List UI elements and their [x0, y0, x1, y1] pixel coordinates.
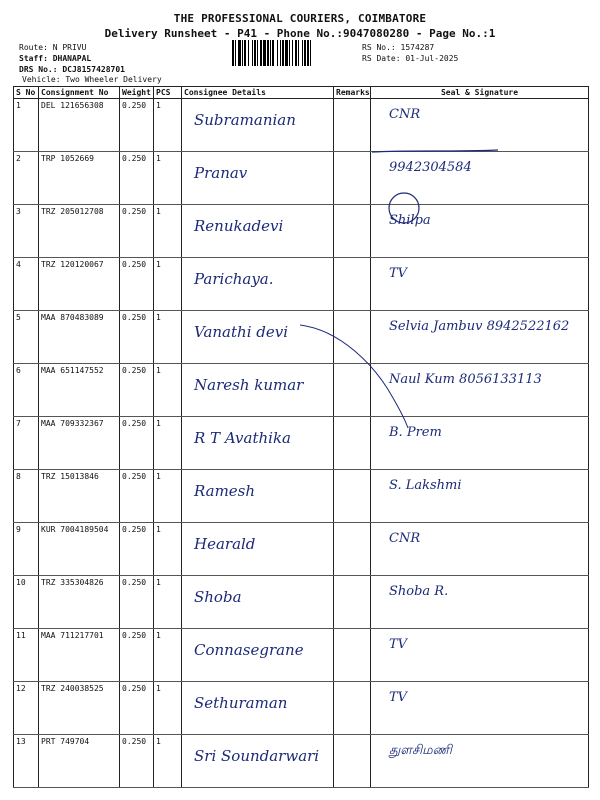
cell-pcs: 1: [154, 311, 182, 364]
table-row: [14, 523, 589, 576]
document-subtitle: Delivery Runsheet - P41 - Phone No.:9047080280 - Page No.:1: [104, 27, 496, 40]
cell-consignment: TRZ 205012708: [39, 205, 120, 258]
barcode-bar: [302, 40, 303, 66]
col-consignee: Consignee Details: [182, 87, 334, 99]
staff-label: Staff: DHANAPAL: [19, 54, 92, 63]
cell-consignee: Hearald: [182, 523, 334, 576]
vehicle-label: Vehicle: Two Wheeler Delivery: [22, 75, 162, 84]
cell-consignee: Ramesh: [182, 470, 334, 523]
barcode-bar: [244, 40, 246, 66]
barcode-bar: [280, 40, 281, 66]
cell-consignment: MAA 870483089: [39, 311, 120, 364]
cell-consignment: DEL 121656308: [39, 99, 120, 152]
cell-pcs: 1: [154, 258, 182, 311]
cell-signature: S. Lakshmi: [371, 470, 589, 523]
cell-pcs: 1: [154, 576, 182, 629]
cell-pcs: 1: [154, 152, 182, 205]
barcode-bar: [260, 40, 262, 66]
cell-signature: B. Prem: [371, 417, 589, 470]
table-row: [14, 99, 589, 152]
cell-weight: 0.250: [120, 205, 154, 258]
barcode-bar: [235, 40, 236, 66]
document-title: THE PROFESSIONAL COURIERS, COIMBATORE: [173, 12, 427, 25]
col-weight: Weight: [120, 87, 154, 99]
cell-sno: 4: [14, 258, 39, 311]
rs-date: RS Date: 01-Jul-2025: [362, 54, 459, 63]
cell-consignee: Connasegrane: [182, 629, 334, 682]
cell-remarks: [334, 152, 371, 205]
barcode-bar: [282, 40, 284, 66]
drs-number: DRS No.: DCJ8157428701: [19, 65, 125, 74]
cell-pcs: 1: [154, 205, 182, 258]
cell-pcs: 1: [154, 417, 182, 470]
cell-sno: 9: [14, 523, 39, 576]
cell-signature: CNR: [371, 523, 589, 576]
cell-remarks: [334, 205, 371, 258]
cell-weight: 0.250: [120, 470, 154, 523]
barcode-bar: [292, 40, 293, 66]
barcode-bar: [242, 40, 243, 66]
cell-signature: Selvia Jambuv 8942522162: [371, 311, 589, 364]
table-row: [14, 364, 589, 417]
cell-signature: TV: [371, 682, 589, 735]
cell-weight: 0.250: [120, 629, 154, 682]
cell-weight: 0.250: [120, 417, 154, 470]
barcode-bar: [254, 40, 256, 66]
cell-sno: 10: [14, 576, 39, 629]
barcode-bar: [248, 40, 249, 66]
cell-sno: 8: [14, 470, 39, 523]
barcode-bar: [310, 40, 311, 66]
cell-signature: TV: [371, 258, 589, 311]
cell-consignee: Subramanian: [182, 99, 334, 152]
table-row: [14, 735, 589, 788]
cell-consignee: Naresh kumar: [182, 364, 334, 417]
cell-pcs: 1: [154, 629, 182, 682]
route-label: Route: N PRIVU: [19, 43, 87, 52]
cell-signature: Shilpa: [371, 205, 589, 258]
cell-pcs: 1: [154, 523, 182, 576]
rs-number: RS No.: 1574287: [362, 43, 435, 52]
cell-remarks: [334, 364, 371, 417]
cell-pcs: 1: [154, 99, 182, 152]
cell-consignment: MAA 711217701: [39, 629, 120, 682]
barcode-bar: [270, 40, 271, 66]
table-row: [14, 629, 589, 682]
cell-remarks: [334, 470, 371, 523]
runsheet-table: [13, 86, 589, 788]
cell-pcs: 1: [154, 735, 182, 788]
barcode-bar: [238, 40, 241, 66]
cell-remarks: [334, 576, 371, 629]
cell-sno: 11: [14, 629, 39, 682]
cell-signature: Naul Kum 8056133113: [371, 364, 589, 417]
col-remarks: Remarks: [334, 87, 371, 99]
cell-sno: 6: [14, 364, 39, 417]
barcode-image: [232, 40, 356, 66]
barcode-bar: [295, 40, 297, 66]
col-consignment: Consignment No: [39, 87, 120, 99]
barcode-bar: [232, 40, 234, 66]
cell-remarks: [334, 417, 371, 470]
cell-weight: 0.250: [120, 311, 154, 364]
cell-sno: 5: [14, 311, 39, 364]
cell-consignment: KUR 7004189504: [39, 523, 120, 576]
cell-weight: 0.250: [120, 735, 154, 788]
table-row: [14, 682, 589, 735]
barcode-bar: [285, 40, 288, 66]
table-row: [14, 417, 589, 470]
table-row: [14, 152, 589, 205]
cell-consignee: Shoba: [182, 576, 334, 629]
cell-consignment: TRZ 240038525: [39, 682, 120, 735]
cell-consignee: Parichaya.: [182, 258, 334, 311]
cell-consignment: MAA 709332367: [39, 417, 120, 470]
cell-weight: 0.250: [120, 576, 154, 629]
cell-remarks: [334, 311, 371, 364]
cell-remarks: [334, 682, 371, 735]
cell-consignee: R T Avathika: [182, 417, 334, 470]
cell-consignee: Renukadevi: [182, 205, 334, 258]
cell-signature: 9942304584: [371, 152, 589, 205]
cell-signature: CNR: [371, 99, 589, 152]
cell-remarks: [334, 99, 371, 152]
table-row: [14, 258, 589, 311]
table-header-row: [14, 87, 589, 99]
barcode-bar: [272, 40, 274, 66]
cell-consignee: Pranav: [182, 152, 334, 205]
cell-pcs: 1: [154, 470, 182, 523]
cell-consignee: Sethuraman: [182, 682, 334, 735]
barcode-bar: [298, 40, 299, 66]
table-row: [14, 205, 589, 258]
barcode-bar: [257, 40, 258, 66]
cell-weight: 0.250: [120, 152, 154, 205]
cell-signature: துளசிமணி: [371, 735, 589, 788]
cell-weight: 0.250: [120, 364, 154, 417]
cell-consignment: TRZ 120120067: [39, 258, 120, 311]
barcode-bar: [267, 40, 269, 66]
cell-consignment: MAA 651147552: [39, 364, 120, 417]
barcode-bar: [289, 40, 290, 66]
cell-consignee: Vanathi devi: [182, 311, 334, 364]
cell-consignment: PRT 749704: [39, 735, 120, 788]
cell-pcs: 1: [154, 364, 182, 417]
cell-remarks: [334, 629, 371, 682]
cell-remarks: [334, 735, 371, 788]
cell-sno: 12: [14, 682, 39, 735]
cell-consignment: TRP 1052669: [39, 152, 120, 205]
cell-signature: Shoba R.: [371, 576, 589, 629]
table-row: [14, 576, 589, 629]
barcode-bar: [252, 40, 253, 66]
cell-remarks: [334, 523, 371, 576]
cell-sno: 13: [14, 735, 39, 788]
cell-pcs: 1: [154, 682, 182, 735]
cell-weight: 0.250: [120, 682, 154, 735]
cell-consignment: TRZ 15013846: [39, 470, 120, 523]
cell-weight: 0.250: [120, 523, 154, 576]
barcode-bar: [307, 40, 309, 66]
col-pcs: PCS: [154, 87, 182, 99]
cell-weight: 0.250: [120, 258, 154, 311]
cell-consignee: Sri Soundarwari: [182, 735, 334, 788]
cell-sno: 3: [14, 205, 39, 258]
cell-sno: 2: [14, 152, 39, 205]
barcode-bar: [263, 40, 266, 66]
cell-signature: TV: [371, 629, 589, 682]
cell-weight: 0.250: [120, 99, 154, 152]
col-seal: Seal & Signature: [371, 87, 589, 99]
table-row: [14, 470, 589, 523]
cell-sno: 1: [14, 99, 39, 152]
table-row: [14, 311, 589, 364]
cell-sno: 7: [14, 417, 39, 470]
barcode-bar: [304, 40, 306, 66]
col-sno: S No: [14, 87, 39, 99]
cell-consignment: TRZ 335304826: [39, 576, 120, 629]
cell-remarks: [334, 258, 371, 311]
barcode-bar: [277, 40, 278, 66]
